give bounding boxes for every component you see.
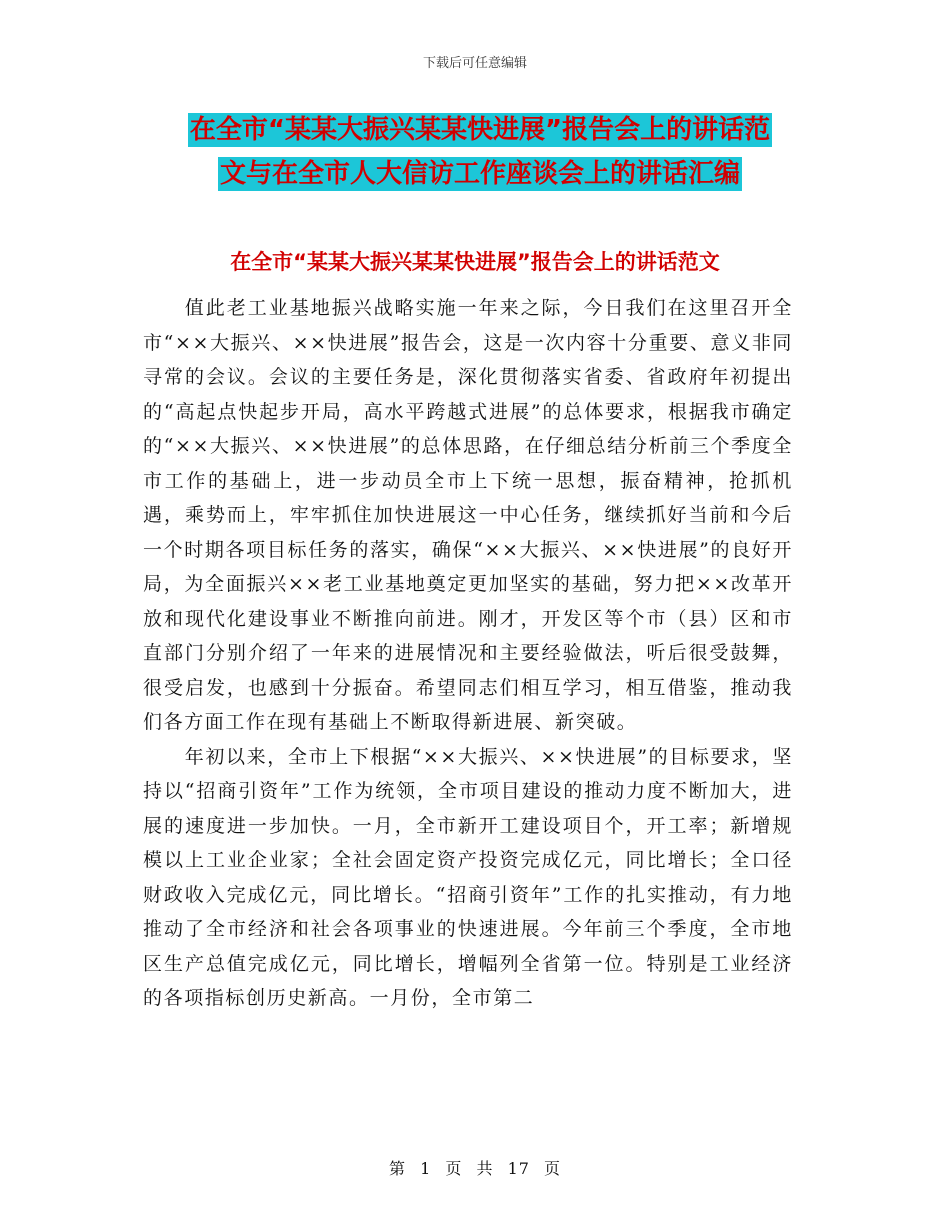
paragraph-2: 年初以来，全市上下根据“××大振兴、××快进展”的目标要求，坚持以“招商引资年”工作为统领，全市项目建设的推动力度不断加大，进展的速度进一步加快。一月，全市新开工建设项目个，开工率；新增规模以上工业企业家；全社会固定资产投资完成亿元，同比增长；全口径财政收入完成亿元，同比增长。“招商引资年”工作的扎实推动，有力地推动了全市经济和社会各项事业的快速进展。今年前三个季度，全市地区生产总值完成亿元，同比增长，增幅列全省第一位。特别是工业经济的各项指标创历史新高。一月份，全市第二 [143, 745, 793, 1009]
total-unit: 页 [544, 1159, 562, 1178]
page-footer [0, 1156, 950, 1179]
title-line-2: 文与在全市人大信访工作座谈会上的讲话汇编 [219, 159, 740, 189]
section-title: 在全市“某某大振兴某某快进展”报告会上的讲话范文 [230, 250, 720, 274]
page-unit: 页 [445, 1159, 463, 1178]
body-text [143, 291, 793, 1016]
page-label: 第 [388, 1159, 406, 1178]
header-note: 下载后可任意编辑 [422, 56, 527, 71]
document-title [150, 108, 810, 196]
total-pages: 17 [507, 1159, 530, 1178]
total-label: 共 [476, 1159, 494, 1178]
page-number: 1 [420, 1159, 432, 1178]
title-line-1: 在全市“某某大振兴某某快进展”报告会上的讲话范 [189, 115, 771, 145]
paragraph-1: 值此老工业基地振兴战略实施一年来之际，今日我们在这里召开全市“××大振兴、××快进展”报告会，这是一次内容十分重要、意义非同寻常的会议。会议的主要任务是，深化贯彻落实省委、省政府年初提出的“高起点快起步开局，高水平跨越式进展”的总体要求，根据我市确定的“××大振兴、××快进展”的总体思路，在仔细总结分析前三个季度全市工作的基础上，进一步动员全市上下统一思想，振奋精神，抢抓机遇，乘势而上，牢牢抓住加快进展这一中心任务，继续抓好当前和今后一个时期各项目标任务的落实，确保“××大振兴、××快进展”的良好开局，为全面振兴××老工业基地奠定更加坚实的基础，努力把××改革开放和现代化建设事业不断推向前进。刚才，开发区等个市（县）区和市直部门分别介绍了一年来的进展情况和主要经验做法，听后很受鼓舞，很受启发，也感到十分振奋。希望同志们相互学习，相互借鉴，推动我们各方面工作在现有基础上不断取得新进展、新突破。 [143, 297, 793, 733]
